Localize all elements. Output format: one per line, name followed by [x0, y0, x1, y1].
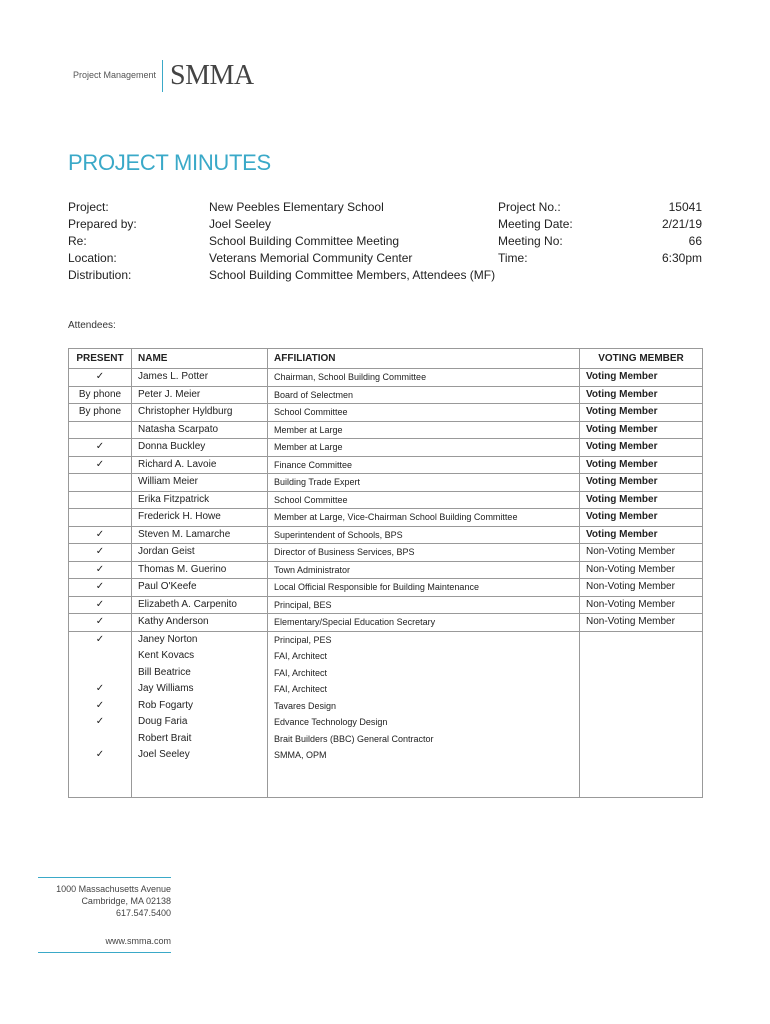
- present-cell: [69, 421, 132, 439]
- present-cell: [69, 764, 132, 781]
- affiliation-cell: Member at Large: [268, 421, 580, 439]
- affiliation-cell: Superintendent of Schools, BPS: [268, 526, 580, 544]
- project-no-value: 15041: [668, 200, 702, 214]
- present-cell: [69, 648, 132, 665]
- table-row: [69, 596, 703, 614]
- present-cell: [69, 509, 132, 527]
- affiliation-cell: Elementary/Special Education Secretary: [268, 614, 580, 632]
- re-label: Re:: [68, 234, 87, 248]
- voting-member-cell: Non-Voting Member: [580, 596, 703, 614]
- affiliation-cell: Member at Large: [268, 439, 580, 457]
- affiliation-cell: School Committee: [268, 491, 580, 509]
- project-no-label: Project No.:: [498, 200, 561, 214]
- name-cell: William Meier: [132, 474, 268, 492]
- name-cell: [132, 780, 268, 797]
- affiliation-cell: Local Official Responsible for Building Maintenance: [268, 579, 580, 597]
- affiliation-cell: Finance Committee: [268, 456, 580, 474]
- name-cell: Frederick H. Howe: [132, 509, 268, 527]
- name-cell: Janey Norton: [132, 631, 268, 648]
- name-cell: James L. Potter: [132, 369, 268, 387]
- present-cell: ✓: [69, 561, 132, 579]
- voting-member-cell: Voting Member: [580, 404, 703, 422]
- name-cell: Bill Beatrice: [132, 665, 268, 682]
- present-cell: ✓: [69, 681, 132, 698]
- project-value: New Peebles Elementary School: [209, 200, 384, 214]
- affiliation-cell: School Committee: [268, 404, 580, 422]
- present-cell: By phone: [69, 386, 132, 404]
- table-header-row: [69, 349, 703, 369]
- affiliation-cell: FAI, Architect: [268, 648, 580, 665]
- affiliation-cell: Principal, BES: [268, 596, 580, 614]
- present-cell: [69, 780, 132, 797]
- table-row: [69, 764, 703, 781]
- header-affiliation: AFFILIATION: [268, 349, 580, 369]
- affiliation-cell: Town Administrator: [268, 561, 580, 579]
- affiliation-cell: Building Trade Expert: [268, 474, 580, 492]
- distribution-label: Distribution:: [68, 268, 132, 282]
- table-row: [69, 404, 703, 422]
- table-row: [69, 747, 703, 764]
- attendees-table-body: [69, 369, 703, 798]
- table-row: [69, 439, 703, 457]
- table-row: [69, 714, 703, 731]
- voting-member-cell: Voting Member: [580, 456, 703, 474]
- voting-member-cell: Voting Member: [580, 526, 703, 544]
- table-row: [69, 456, 703, 474]
- project-label: Project:: [68, 200, 109, 214]
- table-row: [69, 579, 703, 597]
- attendees-label: Attendees:: [68, 320, 116, 331]
- voting-member-cell: Non-Voting Member: [580, 544, 703, 562]
- footer-phone: 617.547.5400: [115, 908, 171, 918]
- voting-member-cell: [580, 631, 703, 648]
- voting-member-cell: [580, 731, 703, 748]
- table-row: [69, 614, 703, 632]
- present-cell: ✓: [69, 698, 132, 715]
- name-cell: Richard A. Lavoie: [132, 456, 268, 474]
- present-cell: ✓: [69, 596, 132, 614]
- location-value: Veterans Memorial Community Center: [209, 251, 413, 265]
- name-cell: Rob Fogarty: [132, 698, 268, 715]
- name-cell: Jordan Geist: [132, 544, 268, 562]
- name-cell: Doug Faria: [132, 714, 268, 731]
- present-cell: ✓: [69, 544, 132, 562]
- table-row: [69, 474, 703, 492]
- voting-member-cell: Voting Member: [580, 421, 703, 439]
- page-title: PROJECT MINUTES: [68, 150, 271, 175]
- present-cell: [69, 665, 132, 682]
- re-value: School Building Committee Meeting: [209, 234, 400, 248]
- table-row: [69, 526, 703, 544]
- table-row: [69, 631, 703, 648]
- affiliation-cell: [268, 780, 580, 797]
- name-cell: Elizabeth A. Carpenito: [132, 596, 268, 614]
- voting-member-cell: Voting Member: [580, 439, 703, 457]
- header-present: PRESENT: [69, 349, 132, 369]
- table-row: [69, 561, 703, 579]
- voting-member-cell: Voting Member: [580, 509, 703, 527]
- present-cell: ✓: [69, 439, 132, 457]
- logo-divider: [162, 60, 163, 92]
- table-row: [69, 648, 703, 665]
- affiliation-cell: FAI, Architect: [268, 681, 580, 698]
- table-row: [69, 491, 703, 509]
- voting-member-cell: [580, 681, 703, 698]
- table-row: [69, 369, 703, 387]
- table-row: [69, 780, 703, 797]
- table-row: [69, 731, 703, 748]
- name-cell: [132, 764, 268, 781]
- name-cell: Peter J. Meier: [132, 386, 268, 404]
- name-cell: Thomas M. Guerino: [132, 561, 268, 579]
- voting-member-cell: Non-Voting Member: [580, 579, 703, 597]
- table-row: [69, 665, 703, 682]
- name-cell: Donna Buckley: [132, 439, 268, 457]
- present-cell: ✓: [69, 631, 132, 648]
- name-cell: Kathy Anderson: [132, 614, 268, 632]
- affiliation-cell: Member at Large, Vice-Chairman School Building Committee: [268, 509, 580, 527]
- location-label: Location:: [68, 251, 117, 265]
- voting-member-cell: [580, 648, 703, 665]
- affiliation-cell: Brait Builders (BBC) General Contractor: [268, 731, 580, 748]
- voting-member-cell: Voting Member: [580, 491, 703, 509]
- affiliation-cell: FAI, Architect: [268, 665, 580, 682]
- voting-member-cell: Voting Member: [580, 474, 703, 492]
- voting-member-cell: [580, 698, 703, 715]
- meeting-date-value: 2/21/19: [661, 217, 702, 231]
- prepared-by-label: Prepared by:: [68, 217, 137, 231]
- name-cell: Natasha Scarpato: [132, 421, 268, 439]
- footer-address-line1: 1000 Massachusetts Avenue: [56, 884, 171, 894]
- meeting-no-value: 66: [688, 234, 702, 248]
- affiliation-cell: SMMA, OPM: [268, 747, 580, 764]
- name-cell: Erika Fitzpatrick: [132, 491, 268, 509]
- affiliation-cell: Principal, PES: [268, 631, 580, 648]
- present-cell: [69, 491, 132, 509]
- table-row: [69, 421, 703, 439]
- present-cell: ✓: [69, 614, 132, 632]
- table-row: [69, 386, 703, 404]
- affiliation-cell: Director of Business Services, BPS: [268, 544, 580, 562]
- name-cell: Joel Seeley: [132, 747, 268, 764]
- table-row: [69, 681, 703, 698]
- distribution-value: School Building Committee Members, Attendees (MF): [209, 268, 496, 282]
- time-label: Time:: [498, 251, 528, 265]
- affiliation-cell: Tavares Design: [268, 698, 580, 715]
- voting-member-cell: Non-Voting Member: [580, 561, 703, 579]
- footer-bottom-rule: [38, 952, 171, 953]
- present-cell: ✓: [69, 579, 132, 597]
- table-row: [69, 509, 703, 527]
- present-cell: ✓: [69, 714, 132, 731]
- present-cell: ✓: [69, 369, 132, 387]
- name-cell: Steven M. Lamarche: [132, 526, 268, 544]
- prepared-by-value: Joel Seeley: [209, 217, 272, 231]
- present-cell: By phone: [69, 404, 132, 422]
- name-cell: Jay Williams: [132, 681, 268, 698]
- voting-member-cell: [580, 714, 703, 731]
- table-row: [69, 544, 703, 562]
- table-row: [69, 698, 703, 715]
- present-cell: ✓: [69, 747, 132, 764]
- voting-member-cell: Voting Member: [580, 369, 703, 387]
- voting-member-cell: [580, 747, 703, 764]
- present-cell: [69, 731, 132, 748]
- header-voting-member: VOTING MEMBER: [580, 349, 703, 369]
- voting-member-cell: [580, 665, 703, 682]
- affiliation-cell: Chairman, School Building Committee: [268, 369, 580, 387]
- time-value: 6:30pm: [661, 251, 702, 265]
- name-cell: Kent Kovacs: [132, 648, 268, 665]
- footer-top-rule: [38, 877, 171, 878]
- footer-website[interactable]: www.smma.com: [105, 936, 171, 946]
- affiliation-cell: [268, 764, 580, 781]
- header-name: NAME: [132, 349, 268, 369]
- meeting-date-label: Meeting Date:: [498, 217, 573, 231]
- footer-address-line2: Cambridge, MA 02138: [81, 896, 171, 906]
- voting-member-cell: Voting Member: [580, 386, 703, 404]
- present-cell: ✓: [69, 526, 132, 544]
- department-label: Project Management: [73, 70, 157, 80]
- present-cell: ✓: [69, 456, 132, 474]
- smma-logo: SMMA: [170, 60, 254, 91]
- present-cell: [69, 474, 132, 492]
- affiliation-cell: Edvance Technology Design: [268, 714, 580, 731]
- voting-member-cell: Non-Voting Member: [580, 614, 703, 632]
- attendees-table: [68, 348, 703, 798]
- meeting-no-label: Meeting No:: [498, 234, 563, 248]
- voting-member-cell: [580, 780, 703, 797]
- voting-member-cell: [580, 764, 703, 781]
- affiliation-cell: Board of Selectmen: [268, 386, 580, 404]
- name-cell: Paul O'Keefe: [132, 579, 268, 597]
- name-cell: Robert Brait: [132, 731, 268, 748]
- name-cell: Christopher Hyldburg: [132, 404, 268, 422]
